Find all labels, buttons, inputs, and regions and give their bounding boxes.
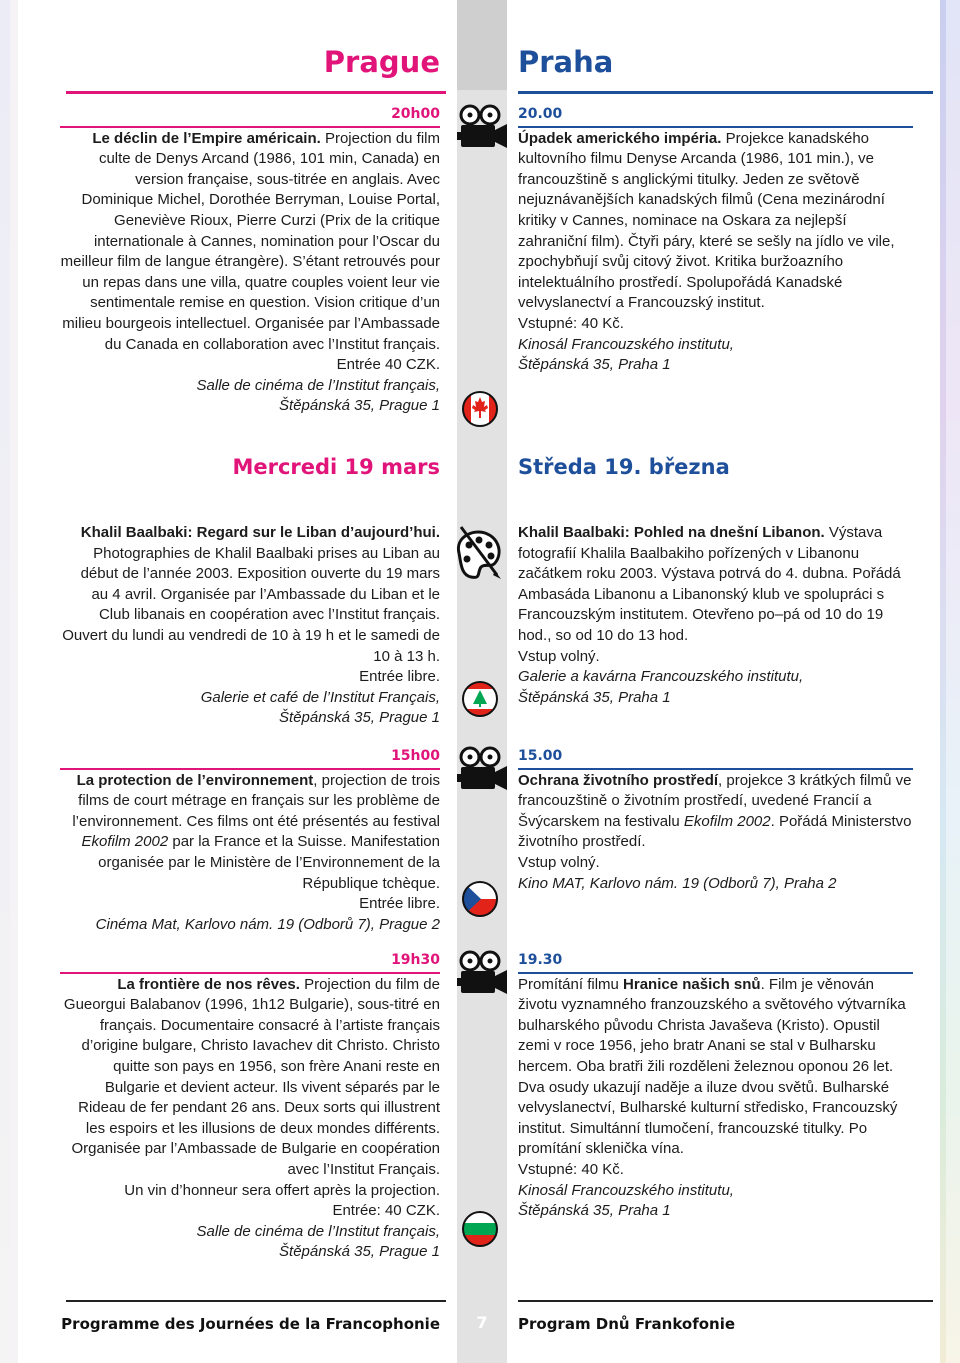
event-4-venue1-cz: Kinosál Francouzského institutu,: [518, 1181, 734, 1199]
event-4-body-fr: Projection du film de Gueorgui Balabanov (1996, 1h12 Bulgarie), sous-titré en français. Documentaire consacré à l’artiste français d’origine bulgare, Christo Iavachev dit Christo. Christo quitte son pays en 1956, son frère Anani reste en Bulgarie et devient acteur. Ils vivent séparés par le Rideau de fer pendant 26 ans. Deux sorts qui illustrent les espoirs et les illusions de deux mondes différents. Organisée par l’Ambassade de Bulgarie en coopération avec l’Institut Français.: [63, 975, 440, 1178]
event-1-title-fr: Le déclin de l’Empire américain.: [92, 129, 321, 147]
page-number: 7: [476, 1313, 488, 1332]
event-1-title-cz: Úpadek amerického impéria.: [518, 129, 722, 147]
czech-flag-icon: [461, 880, 499, 918]
event-4-entry-fr: Entrée: 40 CZK.: [332, 1202, 440, 1220]
left-decor-stripe: [0, 0, 10, 1363]
event-4-venue2-cz: Štěpánská 35, Praha 1: [518, 1202, 671, 1220]
film-camera-icon: [453, 744, 511, 802]
event-4-rule-fr: [60, 972, 440, 974]
event-3-venue-cz: Kino MAT, Karlovo nám. 19 (Odborů 7), Praha 2: [518, 874, 837, 892]
event-4-title-cz: Hranice našich snů: [623, 975, 761, 993]
event-1-venue1-cz: Kinosál Francouzského institutu,: [518, 335, 734, 353]
event-3-title-cz: Ochrana životního prostředí: [518, 771, 719, 789]
city-title-cz: Praha: [518, 45, 614, 79]
event-2-fr: [60, 523, 440, 729]
event-4-time-fr: 19h30: [391, 952, 440, 968]
event-1-fr: [60, 104, 440, 417]
event-1-venue1-fr: Salle de cinéma de l’Institut français,: [196, 376, 440, 394]
event-3-time-fr: 15h00: [391, 748, 440, 764]
event-1-cz: [518, 104, 913, 376]
event-2-venue2-cz: Štěpánská 35, Praha 1: [518, 688, 671, 706]
event-1-venue2-cz: Štěpánská 35, Praha 1: [518, 356, 671, 374]
event-3-entry-fr: Entrée libre.: [359, 895, 440, 913]
footer-title-cz: Program Dnů Frankofonie: [518, 1315, 736, 1333]
right-decor-stripe: [940, 0, 960, 1363]
palette-icon: [451, 523, 507, 583]
film-camera-icon: [453, 948, 511, 1006]
event-4-fr: [60, 950, 440, 1263]
canada-flag-icon: [461, 390, 499, 428]
event-2-title-fr: Khalil Baalbaki: Regard sur le Liban d’aujourd’hui.: [80, 524, 440, 541]
event-4-rule-cz: [518, 972, 913, 974]
event-4-extra-fr: Un vin d’honneur sera offert après la projection.: [124, 1181, 440, 1199]
event-3-body-a-fr: , projection de trois films de court métrage en français sur les problème de l’environnement. Ces films ont été présentés au festival: [72, 771, 440, 830]
event-2-entry-cz: Vstup volný.: [518, 647, 600, 665]
event-3-time-cz: 15.00: [518, 748, 563, 764]
footer-rule-fr: [66, 1300, 446, 1302]
event-3-fr: [60, 746, 440, 935]
event-1-entry-fr: Entrée 40 CZK.: [336, 356, 440, 374]
event-3-body-a-cz: , projekce 3 krátkých filmů ve francouzštině o životním prostředí, uvedené Francií a Švýcarskem na festivalu: [518, 771, 912, 830]
event-4-time-cz: 19.30: [518, 952, 563, 968]
event-3-body-b-fr: par la France et la Suisse. Manifestation organisée par le Ministère de l’Environnement de la République tchèque.: [98, 833, 440, 892]
event-4-entry-cz: Vstupné: 40 Kč.: [518, 1160, 624, 1178]
event-3-entry-cz: Vstup volný.: [518, 853, 600, 871]
event-3-rule-fr: [60, 768, 440, 770]
event-2-title-cz: Khalil Baalbaki: Pohled na dnešní Libanon.: [518, 524, 825, 541]
day-heading-fr: Mercredi 19 mars: [232, 455, 440, 479]
event-2-venue2-fr: Štěpánská 35, Prague 1: [279, 709, 440, 727]
event-1-time-cz: 20.00: [518, 106, 563, 122]
event-4-body-cz: . Film je věnován životu vyznamného franzouzského a světového výtvarníka bulharského původu Christa Javaševa (Kristo). Opustil zemi v roce 1956, jeho bratr Anani se stal v Bulharsku hercem. Oba bratři žili rozděleni železnou oponou 26 let. Dva osudy ukazují naděje a iluze dvou světů. Bulharské velvyslanectví, Bulharské kulturní středisko, Francouzský institut. Simultánní tlumočení, francouzské titulky. Po promítání sklenička vína.: [518, 975, 906, 1158]
bulgaria-flag-icon: [461, 1210, 499, 1248]
event-1-rule-fr: [60, 126, 440, 128]
event-4-pre-cz: Promítání filmu: [518, 975, 624, 993]
lebanon-flag-icon: [461, 680, 499, 718]
footer-title-fr: Programme des Journées de la Francophonie: [61, 1315, 440, 1333]
event-4-venue1-fr: Salle de cinéma de l’Institut français,: [196, 1222, 440, 1240]
event-1-venue2-fr: Štěpánská 35, Prague 1: [279, 397, 440, 415]
left-decor-stripe-inner: [10, 0, 18, 1363]
day-heading-cz: Středa 19. března: [518, 455, 730, 479]
film-camera-icon: [453, 102, 511, 160]
event-1-body-cz: Projekce kanadského kultovního filmu Denyse Arcanda (1986, 101 min.), ve francouzštině s anglickými titulky. Jeden ze světově nejuznávanějších kanadských filmů (Cena mezinárodní kritiky v Cannes, nominace na Oskara za nejlepší zahraniční film). Čtyři páry, které se sešly na jídlo ve vile, zpochybňují svůj citový život. Kritika buržoazního intelektuálního prostředí. Spolupořádá Kanadské velvyslanectví a Francouzský institut.: [518, 129, 895, 312]
event-3-festival-cz: Ekofilm 2002: [683, 812, 771, 830]
event-2-cz: [518, 523, 913, 708]
event-2-venue1-cz: Galerie a kavárna Francouzského institutu,: [518, 668, 804, 686]
footer-rule-cz: [518, 1300, 933, 1302]
event-1-rule-cz: [518, 126, 913, 128]
event-4-title-fr: La frontière de nos rêves.: [117, 975, 300, 993]
event-4-venue2-fr: Štěpánská 35, Prague 1: [279, 1243, 440, 1261]
city-title-fr: Prague: [323, 45, 440, 79]
event-3-festival-fr: Ekofilm 2002: [81, 833, 169, 851]
event-1-time-fr: 20h00: [391, 106, 440, 122]
event-3-body-b-cz: . Pořádá Ministerstvo životního prostředí.: [518, 812, 912, 851]
event-3-cz: [518, 746, 913, 894]
event-3-venue-fr: Cinéma Mat, Karlovo nám. 19 (Odborů 7), Prague 2: [95, 915, 440, 933]
header-rule-cz: [518, 91, 933, 94]
event-2-entry-fr: Entrée libre.: [359, 668, 440, 686]
event-1-entry-cz: Vstupné: 40 Kč.: [518, 314, 624, 332]
event-4-cz: [518, 950, 913, 1222]
center-strip-top: [457, 0, 507, 90]
event-3-rule-cz: [518, 768, 913, 770]
event-2-venue1-fr: Galerie et café de l’Institut Français,: [200, 688, 440, 706]
event-1-body-fr: Projection du film culte de Denys Arcand (1986, 101 min, Canada) en version française, sous-titrée en anglais. Avec Dominique Michel, Dorothée Berryman, Louise Portal, Geneviève Rioux, Pierre Curzi (Prix de la critique internationale à Cannes, nomination pour l’Oscar du meilleur film de langue étrangère). S’étant retrouvés pour un repas dans une villa, quatre couples voient leur vie sentimentale remise en question. Vision critique d’un milieu bourgeois intellectuel. Organisée par l’Ambassade du Canada en collaboration avec l’Institut français.: [60, 129, 440, 353]
event-3-title-fr: La protection de l’environnement: [76, 771, 314, 789]
header-rule-fr: [66, 91, 446, 94]
event-2-body-fr: Photographies de Khalil Baalbaki prises au Liban au début de l’année 2003. Exposition ouverte du 19 mars au 4 avril. Organisée par l’Ambassade du Liban et le Club libanais en coopération avec l’Institut français. Ouvert du lundi au vendredi de 10 à 19 h et le samedi de 10 à 13 h.: [62, 544, 440, 665]
event-2-body-cz: Výstava fotografií Khalila Baalbakiho pořízených v Libanonu začátkem roku 2003. Výstava potrvá do 4. dubna. Pořádá Ambasáda Libanonu a Libanonský klub ve spolupráci s Francouzským institutem. Otevřeno po–pá od 10 do 19 hod., so od 10 do 13 hod.: [518, 524, 901, 644]
